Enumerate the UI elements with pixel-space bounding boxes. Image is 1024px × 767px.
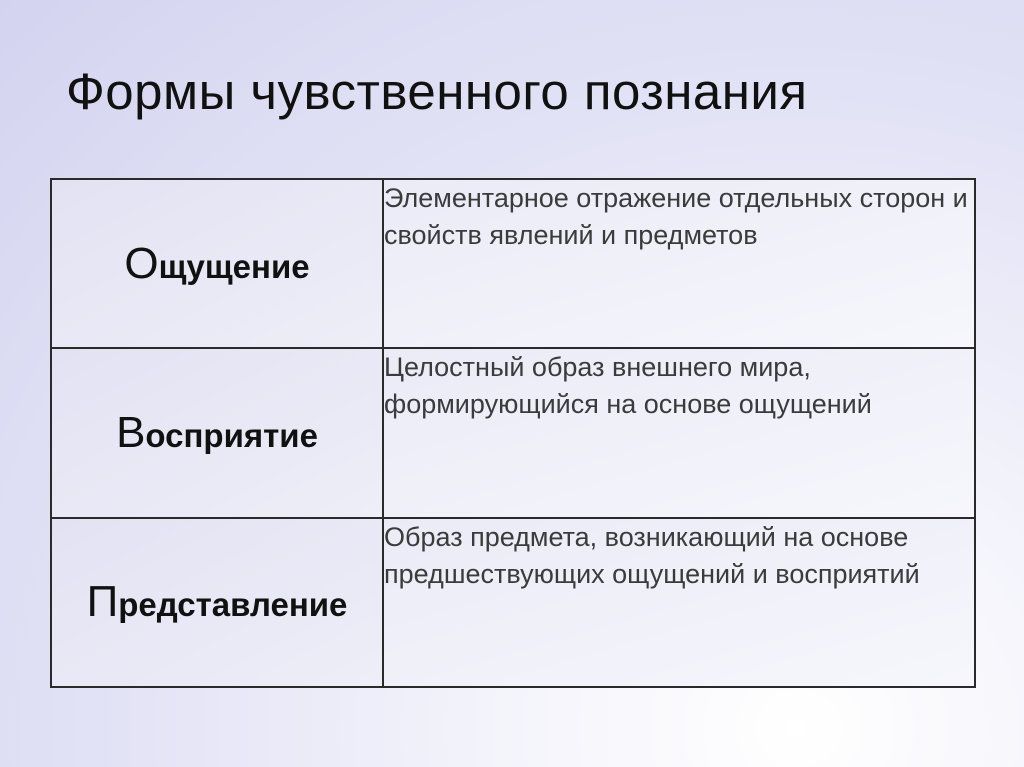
table-row-perception <box>51 348 975 517</box>
description-cell: Образ предмета, возникающий на основе предшествующих ощущений и восприятий <box>383 518 975 687</box>
slide-title: Формы чувственного познания <box>66 63 808 120</box>
term-initial: О <box>124 238 159 288</box>
forms-table <box>50 178 976 688</box>
term-text: осприятие <box>145 416 318 454</box>
term-text: редставление <box>118 586 348 624</box>
table-row-representation <box>51 518 975 687</box>
term-cell <box>51 179 383 348</box>
description-cell: Элементарное отражение отдельных сторон и свойств явлений и предметов <box>383 179 975 348</box>
term-initial: В <box>116 407 146 457</box>
term-cell <box>51 348 383 517</box>
term-text: щущение <box>158 247 310 285</box>
table-row-sensation <box>51 179 975 348</box>
term-initial: П <box>86 577 119 627</box>
description-cell: Целостный образ внешнего мира, формирующийся на основе ощущений <box>383 348 975 517</box>
term-cell <box>51 518 383 687</box>
